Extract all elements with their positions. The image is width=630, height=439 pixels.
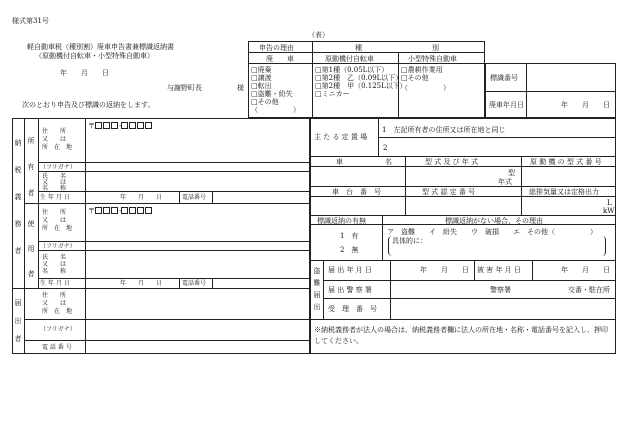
notifier-address-label-1: 住 所 [42, 292, 67, 299]
unit-l: L [607, 199, 612, 207]
page-mark: （表） [308, 31, 329, 39]
plate-number-label: 標識番号 [490, 74, 518, 82]
damage-date-label: 被 害 年 月 日 [477, 266, 521, 274]
moped-type2-ko[interactable]: □第2種 甲（0.125L以下） [315, 82, 407, 90]
user-phone-label: 電話番号 [182, 280, 207, 287]
plate-return-opt1[interactable]: 1 有 [340, 232, 359, 240]
chassis-label: 車 台 番 号 [332, 188, 381, 196]
haisha-col-header: 廃 車 [266, 55, 294, 63]
user-name-label-2: 又 は [42, 261, 67, 268]
user-name-label-1: 氏 名 [42, 254, 67, 261]
notifier-phone-label: 電 話 番 号 [42, 344, 72, 351]
reason-joto[interactable]: □譲渡 [251, 74, 272, 82]
model-year-label: 型 式 及 び 年 式 [425, 158, 479, 166]
special-other[interactable]: □その他 [401, 74, 429, 82]
location-opt2[interactable]: 2 [383, 144, 388, 152]
form-subtitle: （原動機付自転車・小型特殊自動車） [35, 52, 154, 60]
displacement-label: 総排気量又は定格出力 [529, 188, 599, 196]
moped-type2-otsu[interactable]: □第2種 乙（0.09L以下） [315, 74, 403, 82]
owner-birth-value[interactable]: 年 月 日 [120, 194, 163, 201]
kata-label: 型 [508, 169, 515, 177]
owner-name-label-2: 又 は [42, 179, 67, 186]
form-title: 軽自動車税（種別割）廃車申告書兼標識返納書 [27, 43, 174, 51]
police-box: 交番・駐在所 [568, 286, 610, 294]
no-return-label: 標識返納がない場合、その理由 [445, 217, 543, 225]
user-birth-label: 生 年 月 日 [40, 280, 70, 287]
moped-minicar[interactable]: □ミニカー [315, 90, 350, 98]
notifier-address-label-2: 又 は [42, 300, 67, 307]
receipt-label: 受 理 番 号 [328, 305, 377, 313]
owner-address-label-3: 所 在 地 [42, 144, 73, 151]
reason-tenshutsu[interactable]: □転出 [251, 82, 272, 90]
no-return-detail[interactable]: 具体的に： [392, 237, 427, 245]
user-address-label-1: 住 所 [42, 209, 67, 216]
theft-side-label: 盗難届出 [313, 267, 321, 311]
owner-address-label-1: 住 所 [42, 128, 67, 135]
police-label: 届 出 警 察 署 [328, 286, 372, 294]
type-header: 別 [432, 44, 439, 52]
cert-number-label: 型 式 認 定 番 号 [422, 188, 476, 196]
reason-tounan[interactable]: □盗難・紛失 [251, 90, 293, 98]
owner-name-label-1: 氏 名 [42, 173, 67, 180]
report-date-value[interactable]: 年 月 日 [420, 266, 469, 274]
owner-furigana-label: （フリガナ） [40, 164, 76, 171]
reason-other[interactable]: □その他 [251, 98, 279, 106]
notifier-furigana-label: （フリガナ） [40, 326, 76, 333]
user-address-label-3: 所 在 地 [42, 225, 73, 232]
user-postal[interactable]: 〒 - [88, 207, 153, 215]
postal-mark: 〒 [88, 122, 95, 130]
owner-address-label-2: 又 は [42, 136, 67, 143]
reason-haiki[interactable]: □廃棄 [251, 66, 272, 74]
reason-header: 申告の理由 [259, 44, 294, 52]
plate-return-label: 標識返納の有無 [317, 217, 366, 225]
no-return-reasons[interactable]: ア 盗難 イ 紛失 ウ 破損 エ その他（ ） [387, 228, 597, 236]
engine-model-label: 原 動 機 の 型 式 番 号 [530, 158, 602, 166]
user-name-label-3: 名 称 [42, 268, 67, 275]
owner-phone-label: 電話番号 [182, 194, 207, 201]
owner-label: 所有者 [27, 137, 35, 197]
addressee: 与謝野町長 様 [167, 84, 244, 92]
plate-return-opt2[interactable]: 2 無 [340, 246, 359, 254]
notifier-label: 届出者 [14, 299, 22, 343]
detail-bracket [388, 236, 606, 256]
location-opt1[interactable]: 1 左記所有者の住所又は所在地と同じ [382, 126, 506, 134]
form-number: 様式第31号 [12, 17, 49, 25]
damage-date-value[interactable]: 年 月 日 [561, 266, 610, 274]
owner-postal[interactable]: 〒 - [88, 122, 153, 130]
note-text: ※納税義務者が法人の場合は、納税義務者欄に法人の所在地・名称・電話番号を記入し、押印してください。 [314, 326, 608, 345]
nenshiki-label: 年式 [498, 178, 512, 186]
postal-mark: 〒 [88, 207, 95, 215]
owner-name-label-3: 名 称 [42, 185, 67, 192]
unit-kw: kW [603, 207, 615, 215]
user-address-label-2: 又 は [42, 217, 67, 224]
date-line: 年 月 日 [60, 69, 109, 77]
police-station: 警察署 [490, 286, 511, 294]
haisha-date-value[interactable]: 年 月 日 [561, 101, 610, 109]
special-agri[interactable]: □農耕作業用 [401, 66, 443, 74]
location-label: 主 た る 定 置 場 [314, 133, 368, 141]
kind-header: 種 [355, 44, 362, 52]
moped-col-header: 原動機付自転車 [325, 55, 374, 63]
report-date-label: 届 出 年 月 日 [328, 266, 372, 274]
notifier-address-label-3: 所 在 地 [42, 308, 73, 315]
moped-type1[interactable]: □第1種（0.05L以下） [315, 66, 389, 74]
user-birth-value[interactable]: 年 月 日 [120, 280, 163, 287]
intro-text: 次のとおり申告及び標識の返納をします。 [22, 101, 155, 109]
car-name-label: 車 名 [336, 158, 392, 166]
user-furigana-label: （フリガナ） [40, 243, 76, 250]
haisha-date-label: 廃車年月日 [489, 101, 524, 109]
reason-other-paren: （ ） [251, 106, 300, 114]
user-label: 使用者 [27, 220, 35, 278]
owner-birth-label: 生 年 月 日 [40, 194, 70, 201]
special-col-header: 小型特殊自動車 [408, 55, 457, 63]
special-other-paren: （ ） [401, 84, 450, 92]
taxpayer-section-label: 納税義務者 [14, 139, 22, 255]
